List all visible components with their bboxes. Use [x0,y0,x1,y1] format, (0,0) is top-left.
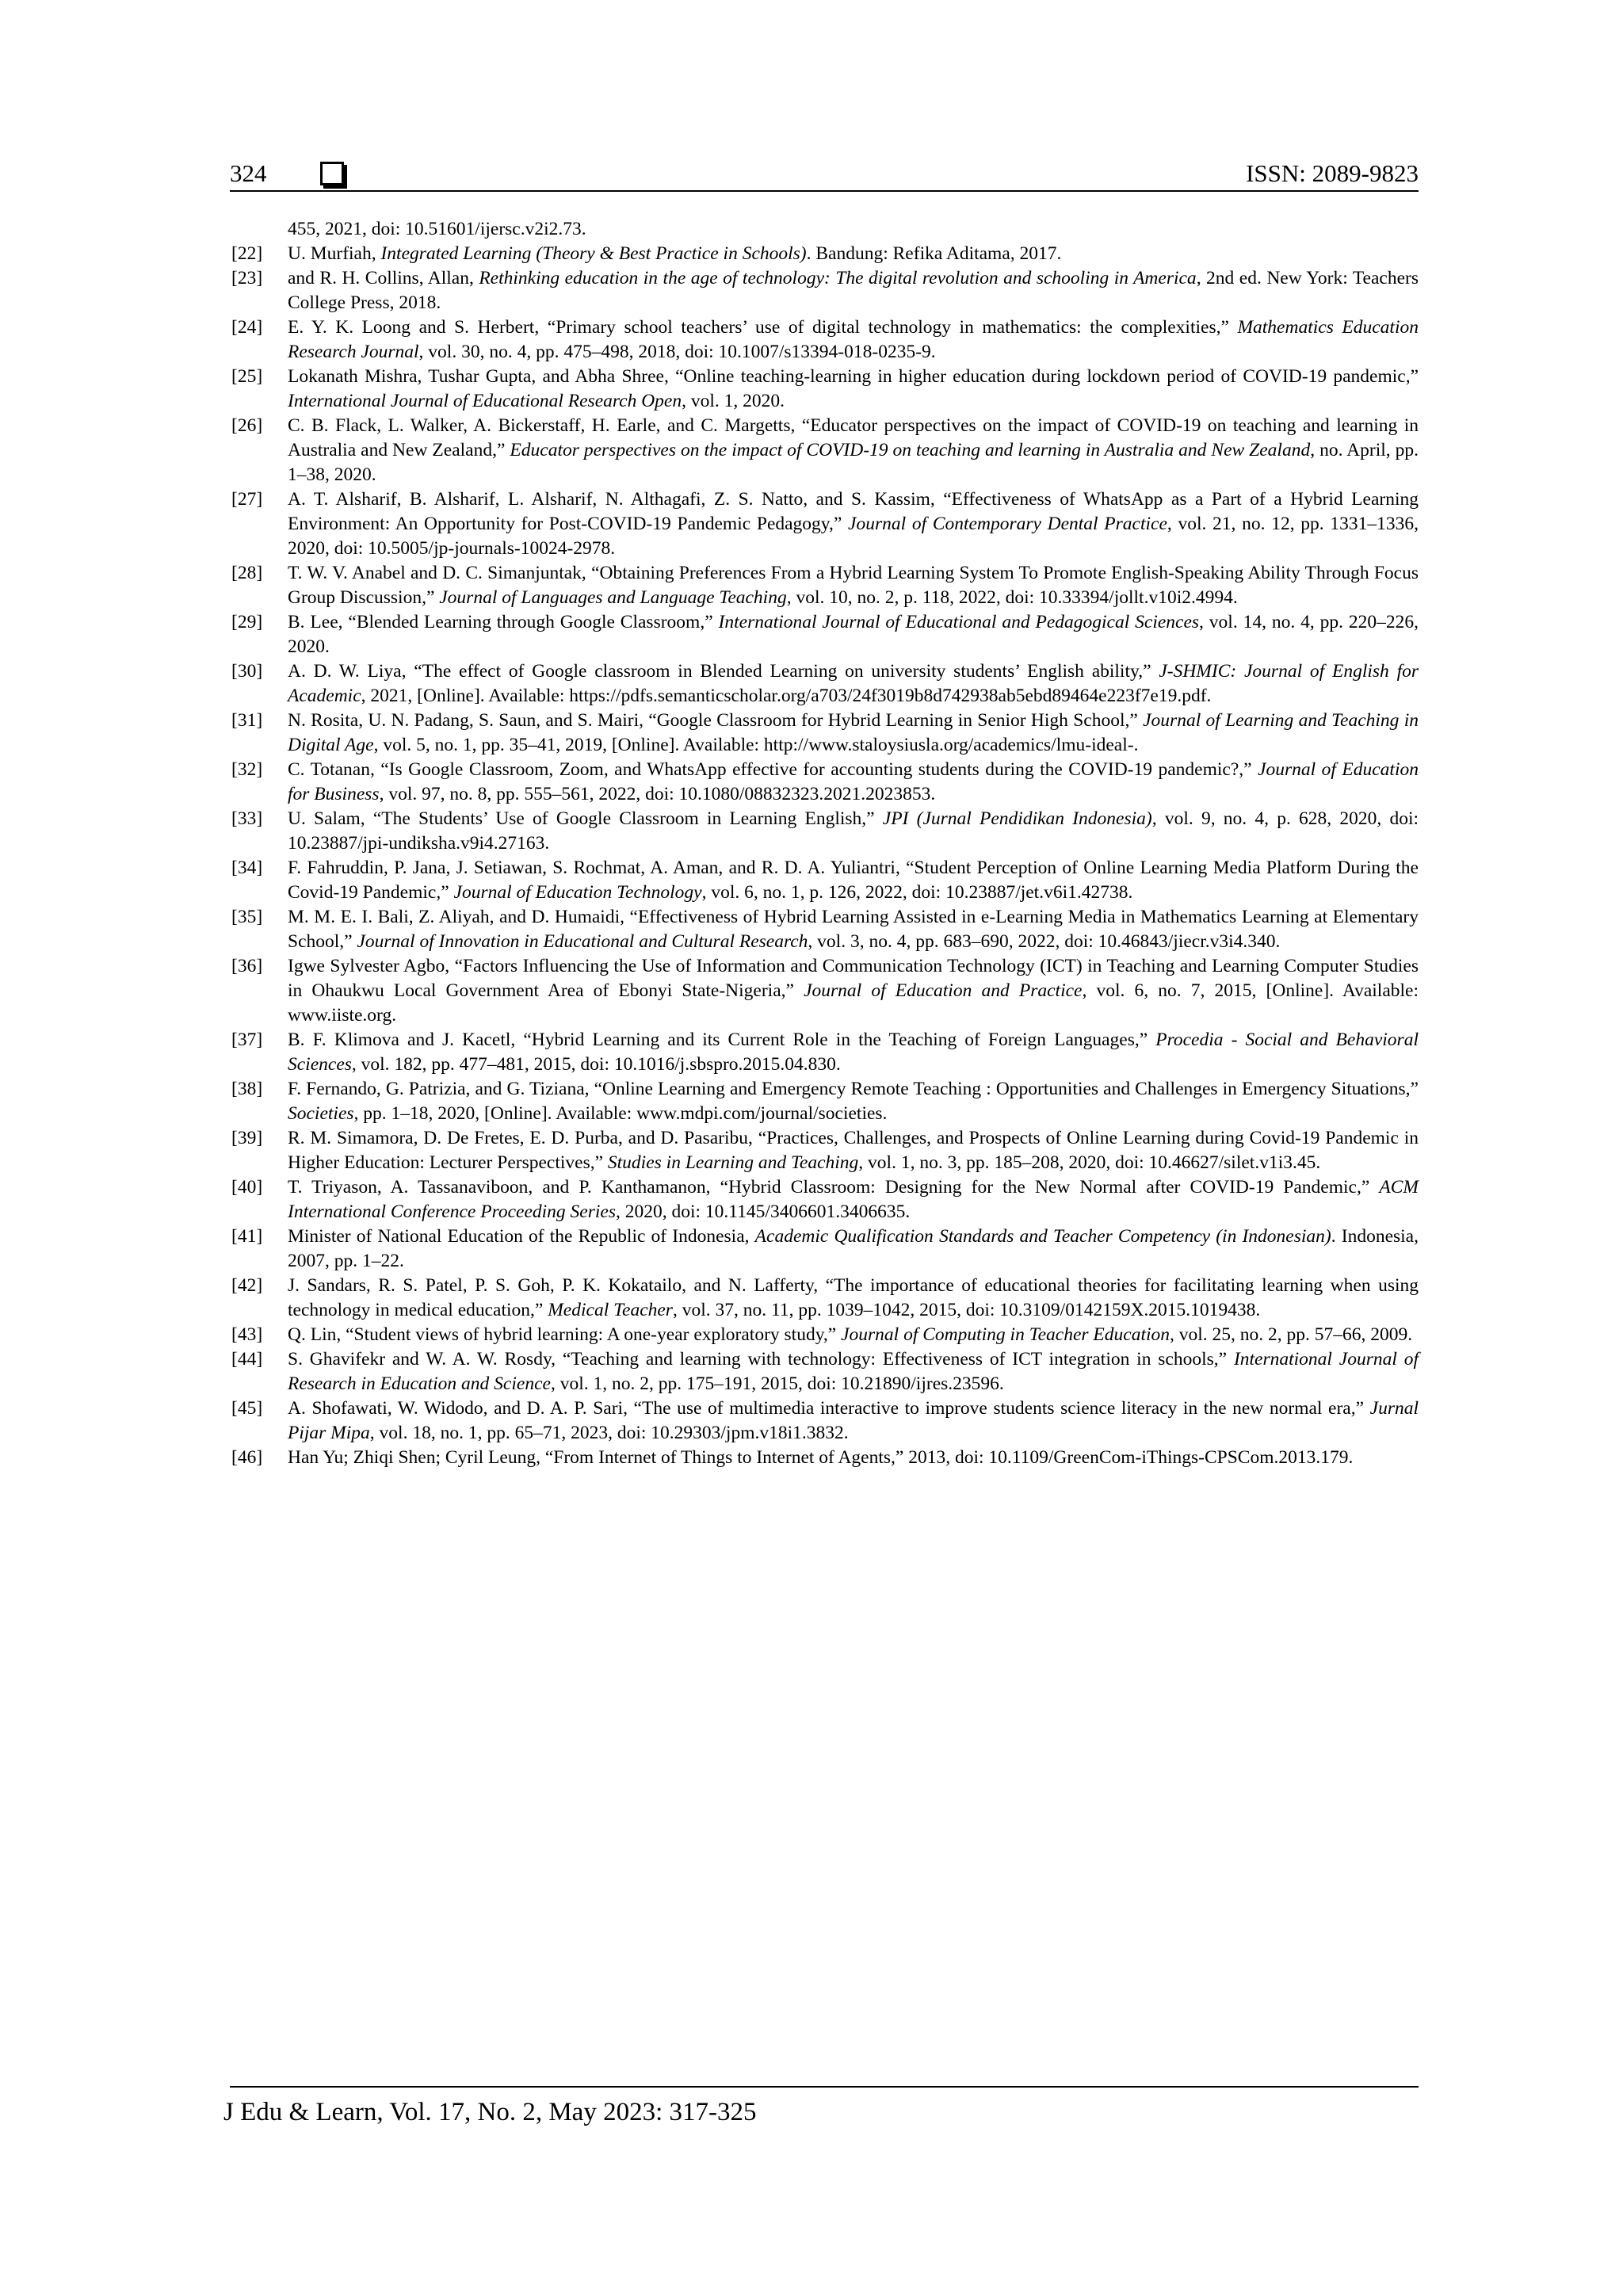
reference-details: , vol. 25, no. 2, pp. 57–66, 2009. [1170,1324,1413,1345]
reference-item [230,1077,1419,1126]
reference-item [230,856,1419,905]
reference-source-title: Journal of Learning and Teaching in Digital Age [288,710,1419,755]
reference-number: [23] [231,268,263,288]
reference-source-title: Journal of Computing in Teacher Education [841,1324,1170,1345]
reference-text: C. Totanan, “Is Google Classroom, Zoom, and WhatsApp effective for accounting students during the COVID-19 pandemic?,” [288,759,1258,780]
page-header [230,157,1419,190]
reference-item [230,1175,1419,1224]
reference-item [230,487,1419,561]
reference-number: [41] [231,1226,263,1247]
reference-item [230,414,1419,487]
reference-number: [25] [231,366,263,387]
reference-item [230,610,1419,659]
page-number: 324 [230,159,267,187]
reference-text: Q. Lin, “Student views of hybrid learning: A one-year exploratory study,” [288,1324,842,1345]
reference-text: and R. H. Collins, Allan, [288,268,479,288]
reference-item [230,1028,1419,1077]
reference-number: [24] [231,317,263,338]
reference-item [230,266,1419,315]
reference-details: , vol. 9, no. 4, p. 628, 2020, doi: 10.23887/jpi-undiksha.v9i4.27163. [288,808,1419,854]
reference-number: [30] [231,661,263,682]
reference-text: Minister of National Education of the Republic of Indonesia, [288,1226,755,1247]
reference-source-title: Journal of Languages and Language Teaching [439,587,787,608]
reference-text: F. Fernando, G. Patrizia, and G. Tiziana, “Online Learning and Emergency Remote Teaching : Opportunities and Challenges in Emergency Situations,” [288,1079,1419,1099]
reference-number: [33] [231,808,263,829]
reference-text: J. Sandars, R. S. Patel, P. S. Goh, P. K. Kokatailo, and N. Lafferty, “The importance of educational theories for facilitating learning when using technology in medical education,” [288,1275,1419,1320]
reference-item [230,365,1419,414]
box-icon [320,162,344,185]
reference-source-title: Academic Qualification Standards and Teacher Competency (in Indonesian) [754,1226,1331,1247]
reference-text: F. Fahruddin, P. Jana, J. Setiawan, S. Rochmat, A. Aman, and R. D. A. Yuliantri, “Student Perception of Online Learning Media Platform During the Covid-19 Pandemic,” [288,858,1419,903]
reference-text: A. D. W. Liya, “The effect of Google classroom in Blended Learning on university students’ English ability,” [288,661,1159,682]
reference-text: Lokanath Mishra, Tushar Gupta, and Abha Shree, “Online teaching-learning in higher education during lockdown period of COVID-19 pandemic,” [288,366,1419,387]
reference-details: , vol. 5, no. 1, pp. 35–41, 2019, [Online]. Available: http://www.staloysiusla.org/academics/lmu-ideal-. [373,735,1139,755]
reference-source-title: Medical Teacher [548,1300,673,1320]
reference-details: , vol. 97, no. 8, pp. 555–561, 2022, doi: 10.1080/08832323.2021.2023853. [379,784,936,804]
reference-number: [44] [231,1349,263,1370]
reference-details: , 2nd ed. New York: Teachers College Press, 2018. [288,268,1419,313]
reference-text: A. T. Alsharif, B. Alsharif, L. Alsharif, N. Althagafi, Z. S. Natto, and S. Kassim, “Effectiveness of WhatsApp as a Part of a Hybrid Learning Environment: An Opportunity for Post-COVID-19 Pandemic Pedagogy,” [288,489,1419,534]
reference-number: [37] [231,1030,263,1050]
reference-source-title: Journal of Education and Practice [804,980,1083,1001]
reference-text: U. Murfiah, [288,243,381,264]
reference-text: T. W. V. Anabel and D. C. Simanjuntak, “Obtaining Preferences From a Hybrid Learning System To Promote English-Speaking Ability Through Focus Group Discussion,” [288,563,1419,608]
reference-number: [34] [231,858,263,878]
reference-item [230,807,1419,856]
reference-details: , vol. 10, no. 2, p. 118, 2022, doi: 10.33394/jollt.v10i2.4994. [786,587,1238,608]
reference-details: , vol. 18, no. 1, pp. 65–71, 2023, doi: 10.29303/jpm.v18i1.3832. [369,1423,849,1443]
reference-text: E. Y. K. Loong and S. Herbert, “Primary school teachers’ use of digital technology in mathematics: the complexities,” [288,317,1238,338]
reference-details: , vol. 21, no. 12, pp. 1331–1336, 2020, doi: 10.5005/jp-journals-10024-2978. [288,514,1419,559]
reference-item [230,1274,1419,1323]
reference-details: , vol. 14, no. 4, pp. 220–226, 2020. [288,612,1419,657]
reference-text: S. Ghavifekr and W. A. W. Rosdy, “Teaching and learning with technology: Effectiveness of ICT integration in schools,” [288,1349,1234,1370]
reference-source-title: Journal of Education Technology [453,882,702,903]
reference-source-title: International Journal of Educational Research Open [288,391,682,411]
reference-item [230,659,1419,709]
reference-item [230,1347,1419,1396]
reference-source-title: Procedia - Social and Behavioral Sciences [288,1030,1419,1075]
reference-continuation: 455, 2021, doi: 10.51601/ijersc.v2i2.73. [288,219,586,239]
reference-item [230,1126,1419,1175]
reference-text: B. F. Klimova and J. Kacetl, “Hybrid Learning and its Current Role in the Teaching of Foreign Languages,” [288,1030,1156,1050]
reference-source-title: International Journal of Educational and Pedagogical Sciences [718,612,1200,632]
reference-source-title: Educator perspectives on the impact of COVID-19 on teaching and learning in Australia and New Zealand [510,440,1311,460]
reference-item [230,905,1419,954]
reference-number: [28] [231,563,263,583]
reference-item [230,1224,1419,1274]
reference-source-title: Journal of Education for Business [288,759,1419,804]
reference-details: . Bandung: Refika Aditama, 2017. [806,243,1062,264]
reference-source-title: Jurnal Pijar Mipa [288,1398,1419,1443]
reference-text: R. M. Simamora, D. De Fretes, E. D. Purba, and D. Pasaribu, “Practices, Challenges, and Prospects of Online Learning during Covid-19 Pandemic in Higher Education: Lecturer Perspectives,” [288,1128,1419,1173]
reference-source-title: JPI (Jurnal Pendidikan Indonesia) [882,808,1152,829]
reference-number: [45] [231,1398,263,1419]
reference-item [230,242,1419,266]
reference-details: , no. April, pp. 1–38, 2020. [288,440,1419,485]
reference-details: , vol. 6, no. 7, 2015, [Online]. Available: www.iiste.org. [288,980,1419,1026]
reference-number: [46] [231,1447,263,1468]
reference-source-title: Studies in Learning and Teaching [607,1152,859,1173]
reference-source-title: ACM International Conference Proceeding Series [288,1177,1419,1222]
reference-details: , pp. 1–18, 2020, [Online]. Available: www.mdpi.com/journal/societies. [353,1103,888,1124]
reference-text: T. Triyason, A. Tassanaviboon, and P. Kanthamanon, “Hybrid Classroom: Designing for the New Normal after COVID-19 Pandemic,” [288,1177,1380,1198]
reference-item [230,561,1419,610]
reference-details: , 2020, doi: 10.1145/3406601.3406635. [615,1201,911,1222]
issn: ISSN: 2089-9823 [1246,159,1419,187]
reference-number: [26] [231,415,263,436]
reference-number: [43] [231,1324,263,1345]
reference-list [230,217,1419,1470]
reference-text: B. Lee, “Blended Learning through Google Classroom,” [288,612,719,632]
reference-source-title: Mathematics Education Research Journal [288,317,1419,362]
reference-text: C. B. Flack, L. Walker, A. Bickerstaff, H. Earle, and C. Margetts, “Educator perspectives on the impact of COVID-19 on teaching and learning in Australia and New Zealand,” [288,415,1419,460]
footer-citation: J Edu & Learn, Vol. 17, No. 2, May 2023: 317-325 [223,2098,757,2126]
reference-text: Han Yu; Zhiqi Shen; Cyril Leung, “From Internet of Things to Internet of Agents,” 2013, doi: 10.1109/GreenCom-iThings-CPSCom.2013.179. [288,1447,1354,1468]
reference-details: , vol. 3, no. 4, pp. 683–690, 2022, doi: 10.46843/jiecr.v3i4.340. [808,931,1281,952]
reference-number: [39] [231,1128,263,1148]
reference-source-title: J-SHMIC: Journal of English for Academic [288,661,1419,706]
reference-number: [35] [231,907,263,927]
reference-item [230,1396,1419,1446]
reference-text: A. Shofawati, W. Widodo, and D. A. P. Sari, “The use of multimedia interactive to improve students science literacy in the new normal era,” [288,1398,1370,1419]
reference-details: , vol. 1, 2020. [682,391,785,411]
reference-number: [38] [231,1079,263,1099]
reference-item [230,954,1419,1028]
reference-text: U. Salam, “The Students’ Use of Google Classroom in Learning English,” [288,808,883,829]
reference-item [230,758,1419,807]
reference-details: , vol. 30, no. 4, pp. 475–498, 2018, doi: 10.1007/s13394-018-0235-9. [418,342,936,362]
reference-number: [40] [231,1177,263,1198]
reference-details: , vol. 1, no. 2, pp. 175–191, 2015, doi: 10.21890/ijres.23596. [550,1373,1004,1394]
reference-details: , vol. 6, no. 1, p. 126, 2022, doi: 10.23887/jet.v6i1.42738. [701,882,1133,903]
reference-source-title: International Journal of Research in Education and Science [288,1349,1419,1394]
reference-details: , vol. 182, pp. 477–481, 2015, doi: 10.1016/j.sbspro.2015.04.830. [351,1054,841,1075]
reference-item [230,709,1419,758]
reference-number: [22] [231,243,263,264]
reference-number: [32] [231,759,263,780]
reference-item [230,1446,1419,1470]
reference-details: . Indonesia, 2007, pp. 1–22. [288,1226,1419,1271]
reference-text: M. M. E. I. Bali, Z. Aliyah, and D. Humaidi, “Effectiveness of Hybrid Learning Assisted in e-Learning Media in Mathematics Learning at Elementary School,” [288,907,1419,952]
header-rule [230,190,1419,192]
reference-number: [42] [231,1275,263,1296]
reference-number: [31] [231,710,263,731]
reference-source-title: Journal of Innovation in Educational and Cultural Research [357,931,808,952]
reference-details: , 2021, [Online]. Available: https://pdfs.semanticscholar.org/a703/24f3019b8d742938ab5ebd89464e223f7e19.pdf. [361,686,1212,706]
reference-number: [27] [231,489,263,510]
reference-details: , vol. 1, no. 3, pp. 185–208, 2020, doi: 10.46627/silet.v1i3.45. [858,1152,1321,1173]
reference-source-title: Societies [288,1103,354,1124]
reference-details: , vol. 37, no. 11, pp. 1039–1042, 2015, doi: 10.3109/0142159X.2015.1019438. [672,1300,1261,1320]
reference-item [230,315,1419,365]
reference-number: [29] [231,612,263,632]
reference-source-title: Integrated Learning (Theory & Best Practice in Schools) [380,243,807,264]
reference-text: N. Rosita, U. N. Padang, S. Saun, and S. Mairi, “Google Classroom for Hybrid Learning in Senior High School,” [288,710,1144,731]
reference-item [230,1323,1419,1347]
footer-rule [230,2086,1419,2088]
reference-number: [36] [231,956,263,976]
reference-source-title: Journal of Contemporary Dental Practice [848,514,1167,534]
reference-source-title: Rethinking education in the age of technology: The digital revolution and schooling in America [479,268,1197,288]
reference-text: Igwe Sylvester Agbo, “Factors Influencing the Use of Information and Communication Technology (ICT) in Teaching and Learning Computer Studies in Ohaukwu Local Government Area of Ebonyi State-Nigeria,” [288,956,1419,1001]
